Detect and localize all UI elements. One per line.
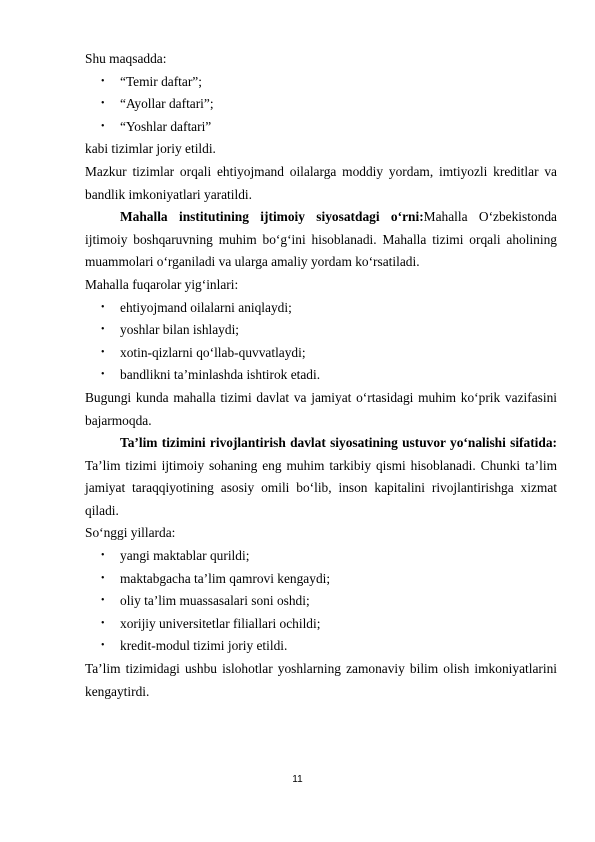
- list-item: • yoshlar bilan ishlaydi;: [85, 319, 557, 342]
- bullet-icon: •: [101, 301, 105, 313]
- list-item: • oliy ta’lim muassasalari soni oshdi;: [85, 590, 557, 613]
- bullet-icon: •: [101, 369, 105, 381]
- document-page: [85, 48, 557, 703]
- list-item: • “Yoshlar daftari”: [85, 116, 557, 139]
- page-number: 11: [292, 774, 303, 785]
- fuqarolar-line: Mahalla fuqarolar yig‘inlari:: [85, 276, 239, 292]
- bullet-icon: •: [101, 595, 105, 607]
- bullet-icon: •: [101, 550, 105, 562]
- paragraph-bugungi: Bugungi kunda mahalla tizimi davlat va jamiyat o‘rtasidagi muhim ko‘prik vazifasini bajarmoqda.: [85, 389, 557, 428]
- bullet-icon: •: [101, 572, 105, 584]
- bullet-icon: •: [101, 98, 105, 110]
- reforms-list: [85, 545, 557, 658]
- daftar-list: [85, 71, 557, 139]
- list-item: • xotin-qizlarni qo‘llab-quvvatlaydi;: [85, 342, 557, 365]
- bullet-icon: •: [101, 617, 105, 629]
- list-item: • “Temir daftar”;: [85, 71, 557, 94]
- mahalla-duties-list: [85, 297, 557, 387]
- paragraph-talim: Ta’lim tizimini rivojlantirish davlat siyosatining ustuvor yo‘nalishi sifatida: Ta’lim tizimi ijtimoiy sohaning eng muhim tarkibiy qismi hisoblanadi. Chunki ta’lim jamiyat taraqqiyotining asosiy omili bo‘lib, inson kapitalini rivojlantirishga xizmat qiladi.: [85, 435, 557, 518]
- paragraph-mahalla: Mahalla institutining ijtimoiy siyosatdagi o‘rni:Mahalla O‘zbekistonda ijtimoiy boshqaruvning muhim bo‘g‘ini hisoblanadi. Mahalla tizimi orqali aholining muammolari o‘rganiladi va ularga amaliy yordam ko‘rsatiladi.: [85, 209, 557, 270]
- list-item: • bandlikni ta’minlashda ishtirok etadi.: [85, 364, 557, 387]
- list-item: • maktabgacha ta’lim qamrovi kengaydi;: [85, 568, 557, 591]
- list-item: • yangi maktablar qurildi;: [85, 545, 557, 568]
- paragraph-mazkur: Mazkur tizimlar orqali ehtiyojmand oilalarga moddiy yordam, imtiyozli kreditlar va bandlik imkoniyatlari yaratildi.: [85, 163, 557, 202]
- after-list-line: kabi tizimlar joriy etildi.: [85, 141, 216, 157]
- talim-heading: Ta’lim tizimini rivojlantirish davlat siyosatining ustuvor yo‘nalishi sifatida:: [120, 435, 557, 451]
- bullet-icon: •: [101, 640, 105, 652]
- mahalla-heading: Mahalla institutining ijtimoiy siyosatdagi o‘rni:: [120, 209, 424, 225]
- list-item: • kredit-modul tizimi joriy etildi.: [85, 635, 557, 658]
- bullet-icon: •: [101, 324, 105, 336]
- bullet-icon: •: [101, 346, 105, 358]
- bullet-icon: •: [101, 75, 105, 87]
- bullet-icon: •: [101, 120, 105, 132]
- list-item: • “Ayollar daftari”;: [85, 93, 557, 116]
- intro-line: Shu maqsadda:: [85, 51, 167, 66]
- list-item: • ehtiyojmand oilalarni aniqlaydi;: [85, 297, 557, 320]
- songgi-line: So‘nggi yillarda:: [85, 525, 176, 541]
- list-item: • xorijiy universitetlar filiallari ochildi;: [85, 613, 557, 636]
- paragraph-final: Ta’lim tizimidagi ushbu islohotlar yoshlarning zamonaviy bilim olish imkoniyatlarini kengaytirdi.: [85, 661, 557, 699]
